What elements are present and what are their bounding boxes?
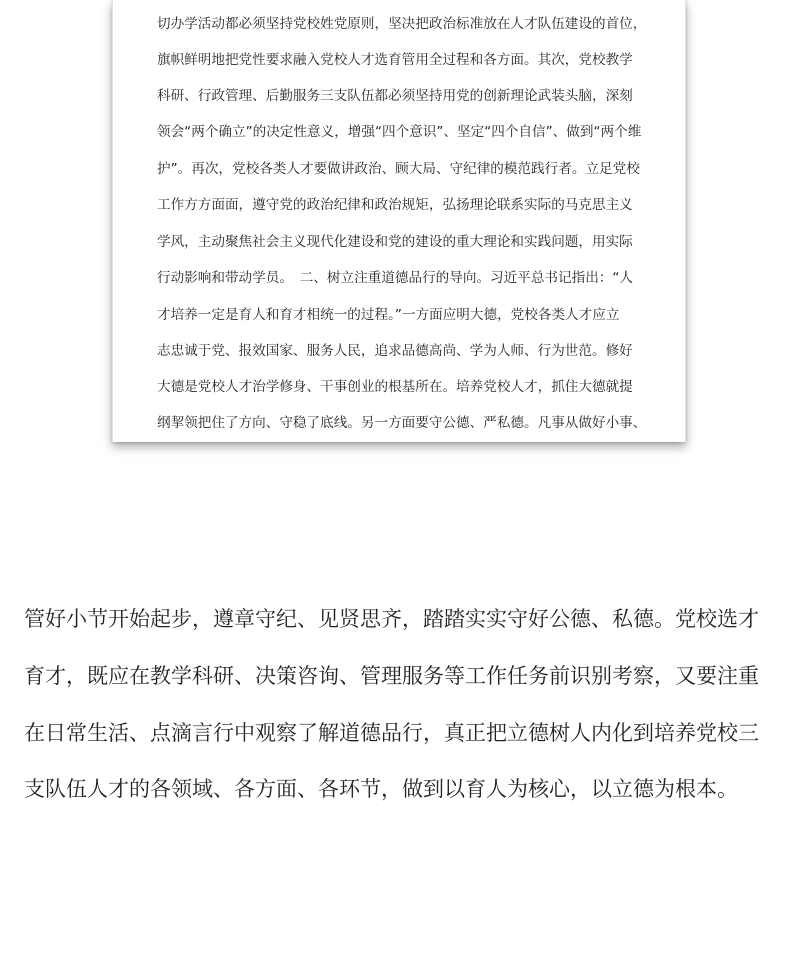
card-text-line: 行动影响和带动学员。 二、树立注重道德品行的导向。习近平总书记指出：“人 bbox=[157, 270, 634, 286]
card-text-line: 旗帜鲜明地把党性要求融入党校人才选育管用全过程和各方面。其次，党校教学 bbox=[157, 52, 633, 68]
body-text-line: 支队伍人才的各领域、各方面、各环节，做到以育人为核心，以立德为根本。 bbox=[24, 777, 738, 801]
body-text-line: 在日常生活、点滴言行中观察了解道德品行，真正把立德树人内化到培养党校三 bbox=[24, 721, 759, 745]
card-text-line: 志忠诚于党、报效国家、服务人民，追求品德高尚、学为人师、行为世范。修好 bbox=[157, 343, 633, 359]
card-text-line: 护”。再次，党校各类人才要做讲政治、顾大局、守纪律的模范践行者。立足党校 bbox=[157, 161, 640, 177]
body-text-line: 育才，既应在教学科研、决策咨询、管理服务等工作任务前识别考察，又要注重 bbox=[24, 664, 759, 688]
card-text-line: 科研、行政管理、后勤服务三支队伍都必须坚持用党的创新理论武装头脑，深刻 bbox=[157, 88, 633, 104]
card-text-line: 工作方方面面，遵守党的政治纪律和政治规矩，弘扬理论联系实际的马克思主义 bbox=[157, 197, 633, 213]
card-text-line: 纲挈领把住了方向、守稳了底线。另一方面要守公德、严私德。凡事从做好小事、 bbox=[157, 415, 647, 431]
document-page-card bbox=[112, 0, 686, 442]
card-text-line: 领会“两个确立”的决定性意义，增强“四个意识”、坚定“四个自信”、做到“两个维 bbox=[157, 124, 642, 140]
card-text-line: 才培养一定是育人和育才相统一的过程。”一方面应明大德，党校各类人才应立 bbox=[157, 307, 620, 323]
card-text-line: 学风，主动聚焦社会主义现代化建设和党的建设的重大理论和实践问题，用实际 bbox=[157, 234, 633, 250]
card-text-line: 大德是党校人才治学修身、干事创业的根基所在。培养党校人才，抓住大德就提 bbox=[157, 379, 633, 395]
body-text-line: 管好小节开始起步，遵章守纪、见贤思齐，踏踏实实守好公德、私德。党校选才 bbox=[24, 607, 759, 631]
card-text-line: 切办学活动都必须坚持党校姓党原则，坚决把政治标准放在人才队伍建设的首位， bbox=[157, 16, 647, 32]
